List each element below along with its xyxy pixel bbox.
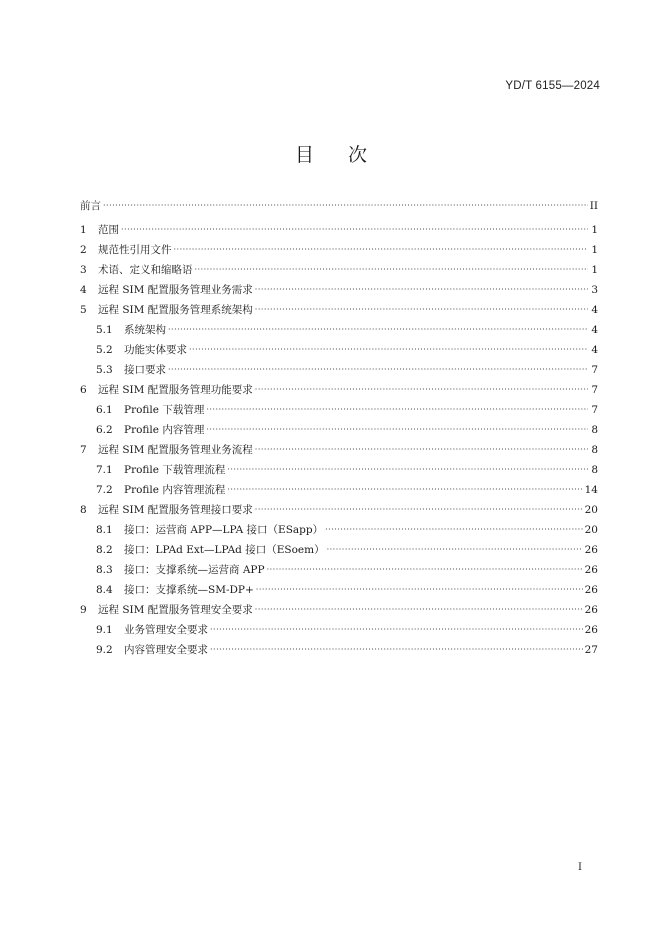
toc-entry-page: 20: [584, 524, 598, 536]
toc-entry-page: 8: [591, 444, 598, 456]
toc-entry-page: 4: [591, 324, 598, 336]
toc-entry-number: 5.2: [96, 344, 113, 356]
toc-entry[interactable]: [80, 500, 598, 520]
page-number: I: [578, 862, 582, 873]
toc-entry[interactable]: [80, 460, 598, 480]
toc-entry-label: 内容管理安全要求: [124, 644, 208, 656]
toc-leader-dots: [174, 240, 589, 260]
toc-entry-page: 26: [584, 624, 598, 636]
toc-entry-label: 远程 SIM 配置服务管理系统架构: [98, 304, 253, 316]
toc-entry-number: 5.1: [96, 324, 113, 336]
toc-entry-number: 8.2: [96, 544, 113, 556]
toc-entry-page: 8: [591, 464, 598, 476]
toc-leader-dots: [227, 480, 582, 500]
toc-entry-label: 远程 SIM 配置服务管理安全要求: [98, 604, 253, 616]
toc-entry[interactable]: [80, 400, 598, 420]
toc-entry-number: 9.2: [96, 644, 113, 656]
toc-leader-dots: [103, 196, 588, 216]
toc-entry-number: 2: [80, 244, 87, 256]
toc-entry-label: 远程 SIM 配置服务管理业务流程: [98, 444, 253, 456]
toc-leader-dots: [168, 360, 588, 380]
toc-leader-dots: [327, 540, 583, 560]
toc-entry-number: 9.1: [96, 624, 113, 636]
toc-entry[interactable]: [80, 320, 598, 340]
toc-entry[interactable]: [80, 520, 598, 540]
toc-entry[interactable]: [80, 600, 598, 620]
toc-entry[interactable]: [80, 360, 598, 380]
toc-entry-number: 1: [80, 224, 87, 236]
toc-leader-dots: [255, 280, 588, 300]
toc-entry-page: 26: [584, 584, 598, 596]
toc-entry[interactable]: [80, 580, 598, 600]
toc-entry-label: 远程 SIM 配置服务管理功能要求: [98, 384, 253, 396]
toc-leader-dots: [210, 620, 583, 640]
toc-entry-page: 1: [591, 224, 598, 236]
toc-entry-label: Profile 内容管理: [124, 424, 205, 436]
toc-entry-page: 7: [591, 364, 598, 376]
toc-entry-label: 规范性引用文件: [98, 244, 172, 256]
toc-entry-label: 系统架构: [124, 324, 166, 336]
toc-entry-number: 5: [80, 304, 87, 316]
toc-leader-dots: [255, 500, 583, 520]
title-char-1: 目: [294, 144, 314, 166]
toc-entry-number: 8: [80, 504, 87, 516]
toc-entry[interactable]: [80, 280, 598, 300]
toc-leader-dots: [255, 600, 583, 620]
toc-entry-number: 8.4: [96, 584, 113, 596]
toc-entry-label: 功能实体要求: [124, 344, 187, 356]
toc-entry-page: 3: [591, 284, 598, 296]
toc-leader-dots: [210, 640, 583, 660]
toc-entry-page: 27: [584, 644, 598, 656]
toc-entry-label: 范围: [98, 224, 119, 236]
toc-leader-dots: [168, 320, 588, 340]
toc-entry-page: 1: [591, 244, 598, 256]
toc-entry-page: 20: [584, 504, 598, 516]
toc-entry[interactable]: [80, 380, 598, 400]
toc-entry[interactable]: [80, 560, 598, 580]
toc-entry-label: Profile 下载管理: [124, 404, 205, 416]
toc-leader-dots: [227, 460, 588, 480]
toc-entry-page: 8: [591, 424, 598, 436]
toc-entry-number: 8.1: [96, 524, 113, 536]
toc-entry[interactable]: [80, 540, 598, 560]
toc-leader-dots: [267, 560, 583, 580]
toc-leader-dots: [206, 420, 588, 440]
toc-entry-label: 远程 SIM 配置服务管理接口要求: [98, 504, 253, 516]
toc-leader-dots: [256, 580, 583, 600]
toc-entry-number: 6.2: [96, 424, 113, 436]
toc-leader-dots: [206, 400, 588, 420]
toc-leader-dots: [121, 220, 588, 240]
toc-entry-page: 26: [584, 564, 598, 576]
toc-entry-label: Profile 下载管理流程: [124, 464, 226, 476]
toc-entry-label: 接口：支撑系统—运营商 APP: [124, 564, 265, 576]
toc-entry[interactable]: [80, 196, 598, 216]
toc-entry-number: 6.1: [96, 404, 113, 416]
toc-entry-page: 4: [591, 304, 598, 316]
toc-entry-number: 5.3: [96, 364, 113, 376]
toc-entry[interactable]: [80, 300, 598, 320]
toc-entry[interactable]: [80, 220, 598, 240]
page-title: [0, 140, 662, 167]
toc-entry-label: 术语、定义和缩略语: [98, 264, 193, 276]
toc-entry[interactable]: [80, 480, 598, 500]
toc-leader-dots: [325, 520, 583, 540]
toc-entry-number: 7: [80, 444, 87, 456]
toc-entry-number: 8.3: [96, 564, 113, 576]
toc-entry-label: 接口：运营商 APP—LPA 接口（ESapp）: [124, 524, 324, 536]
toc-entry[interactable]: [80, 260, 598, 280]
toc-entry-number: 3: [80, 264, 87, 276]
title-char-2: 次: [348, 144, 368, 166]
toc-entry-page: 14: [584, 484, 598, 496]
standard-number: YD/T 6155—2024: [505, 80, 600, 92]
toc-entry[interactable]: [80, 340, 598, 360]
toc-entry-label: 业务管理安全要求: [124, 624, 208, 636]
toc-entry[interactable]: [80, 440, 598, 460]
toc-entry-page: 7: [591, 384, 598, 396]
toc-entry[interactable]: [80, 640, 598, 660]
toc-entry[interactable]: [80, 620, 598, 640]
table-of-contents: [80, 196, 598, 660]
toc-entry-label: 接口：支撑系统—SM-DP+: [124, 584, 254, 596]
toc-entry-page: 26: [584, 544, 598, 556]
toc-entry-page: 26: [584, 604, 598, 616]
toc-leader-dots: [255, 380, 588, 400]
toc-entry-page: II: [589, 200, 598, 212]
toc-entry-number: 4: [80, 284, 87, 296]
toc-entry-label: Profile 内容管理流程: [124, 484, 226, 496]
toc-entry-number: 7.1: [96, 464, 113, 476]
toc-entry-page: 7: [591, 404, 598, 416]
toc-leader-dots: [189, 340, 588, 360]
toc-entry-label: 远程 SIM 配置服务管理业务需求: [98, 284, 253, 296]
toc-entry-number: 9: [80, 604, 87, 616]
toc-entry[interactable]: [80, 420, 598, 440]
toc-leader-dots: [195, 260, 589, 280]
toc-entry[interactable]: [80, 240, 598, 260]
toc-leader-dots: [255, 440, 588, 460]
toc-entry-label: 接口要求: [124, 364, 166, 376]
toc-entry-label: 前言: [80, 200, 101, 212]
toc-entry-page: 1: [591, 264, 598, 276]
toc-entry-number: 6: [80, 384, 87, 396]
toc-entry-number: 7.2: [96, 484, 113, 496]
toc-entry-page: 4: [591, 344, 598, 356]
toc-entry-label: 接口：LPAd Ext—LPAd 接口（ESoem）: [124, 544, 325, 556]
toc-leader-dots: [255, 300, 588, 320]
